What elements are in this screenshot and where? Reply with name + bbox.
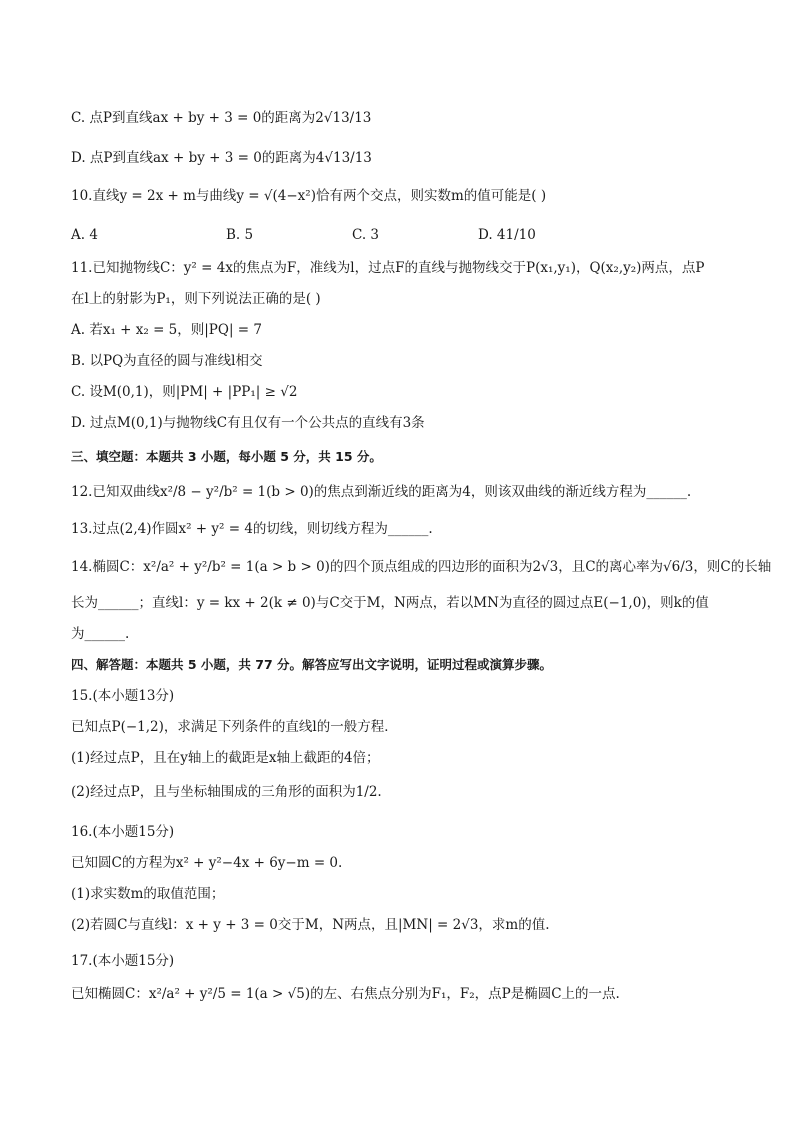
- q10-option-0: A. 4: [71, 227, 98, 243]
- line-q11C: C. 设M(0,1)，则|PM| + |PP₁| ≥ √2: [71, 384, 298, 400]
- section-header-sec3: 三、填空题：本题共 3 小题，每小题 5 分，共 15 分。: [71, 449, 382, 464]
- line-q15h: 15.(本小题13分): [71, 688, 175, 704]
- line-q13: 13.过点(2,4)作圆x² + y² = 4的切线，则切线方程为______.: [71, 521, 433, 537]
- q10-option-3: D. 41/10: [478, 227, 536, 243]
- line-q15c: (2)经过点P，且与坐标轴围成的三角形的面积为1/2.: [71, 784, 382, 800]
- line-q15a: 已知点P(−1,2)，求满足下列条件的直线l的一般方程．: [71, 719, 398, 735]
- line-q12: 12.已知双曲线x²/8 − y²/b² = 1(b > 0)的焦点到渐近线的距离为4，则该双曲线的渐近线方程为______.: [71, 484, 692, 500]
- line-q14a: 14.椭圆C：x²/a² + y²/b² = 1(a > b > 0)的四个顶点组成的四边形的面积为2√3，且C的离心率为√6/3，则C的长轴: [71, 559, 772, 575]
- line-q16c: (2)若圆C与直线l：x + y + 3 = 0交于M，N两点，且|MN| = 2√3，求m的值.: [71, 917, 550, 933]
- section-header-sec4: 四、解答题：本题共 5 小题，共 77 分。解答应写出文字说明，证明过程或演算步骤。: [71, 657, 553, 672]
- line-q11D: D. 过点M(0,1)与抛物线C有且仅有一个公共点的直线有3条: [71, 415, 425, 431]
- q10-option-1: B. 5: [226, 227, 254, 243]
- line-q11B: B. 以PQ为直径的圆与准线l相交: [71, 353, 263, 369]
- line-q9d: D. 点P到直线ax + by + 3 = 0的距离为4√13/13: [71, 150, 372, 166]
- line-q9c: C. 点P到直线ax + by + 3 = 0的距离为2√13/13: [71, 110, 372, 126]
- line-q14b: 长为______；直线l：y = kx + 2(k ≠ 0)与C交于M，N两点，若以MN为直径的圆过点E(−1,0)，则k的值: [71, 595, 709, 611]
- line-q11b: 在l上的射影为P₁，则下列说法正确的是( ): [71, 291, 321, 307]
- line-q15b: (1)经过点P，且在y轴上的截距是x轴上截距的4倍；: [71, 750, 380, 766]
- line-q16b: (1)求实数m的取值范围；: [71, 886, 225, 902]
- line-q17h: 17.(本小题15分): [71, 953, 175, 969]
- line-q11A: A. 若x₁ + x₂ = 5，则|PQ| = 7: [71, 322, 262, 338]
- line-q11a: 11.已知抛物线C：y² = 4x的焦点为F，准线为l，过点F的直线与抛物线交于P(x₁,y₁)，Q(x₂,y₂)两点，点P: [71, 260, 705, 276]
- line-q10: 10.直线y = 2x + m与曲线y = √(4−x²)恰有两个交点，则实数m的值可能是( ): [71, 188, 547, 204]
- line-q17a: 已知椭圆C：x²/a² + y²/5 = 1(a > √5)的左、右焦点分别为F₁，F₂，点P是椭圆C上的一点.: [71, 986, 620, 1002]
- q10-option-2: C. 3: [352, 227, 380, 243]
- line-q14c: 为______.: [71, 626, 130, 642]
- line-q16h: 16.(本小题15分): [71, 824, 175, 840]
- line-q16a: 已知圆C的方程为x² + y²−4x + 6y−m = 0.: [71, 855, 343, 871]
